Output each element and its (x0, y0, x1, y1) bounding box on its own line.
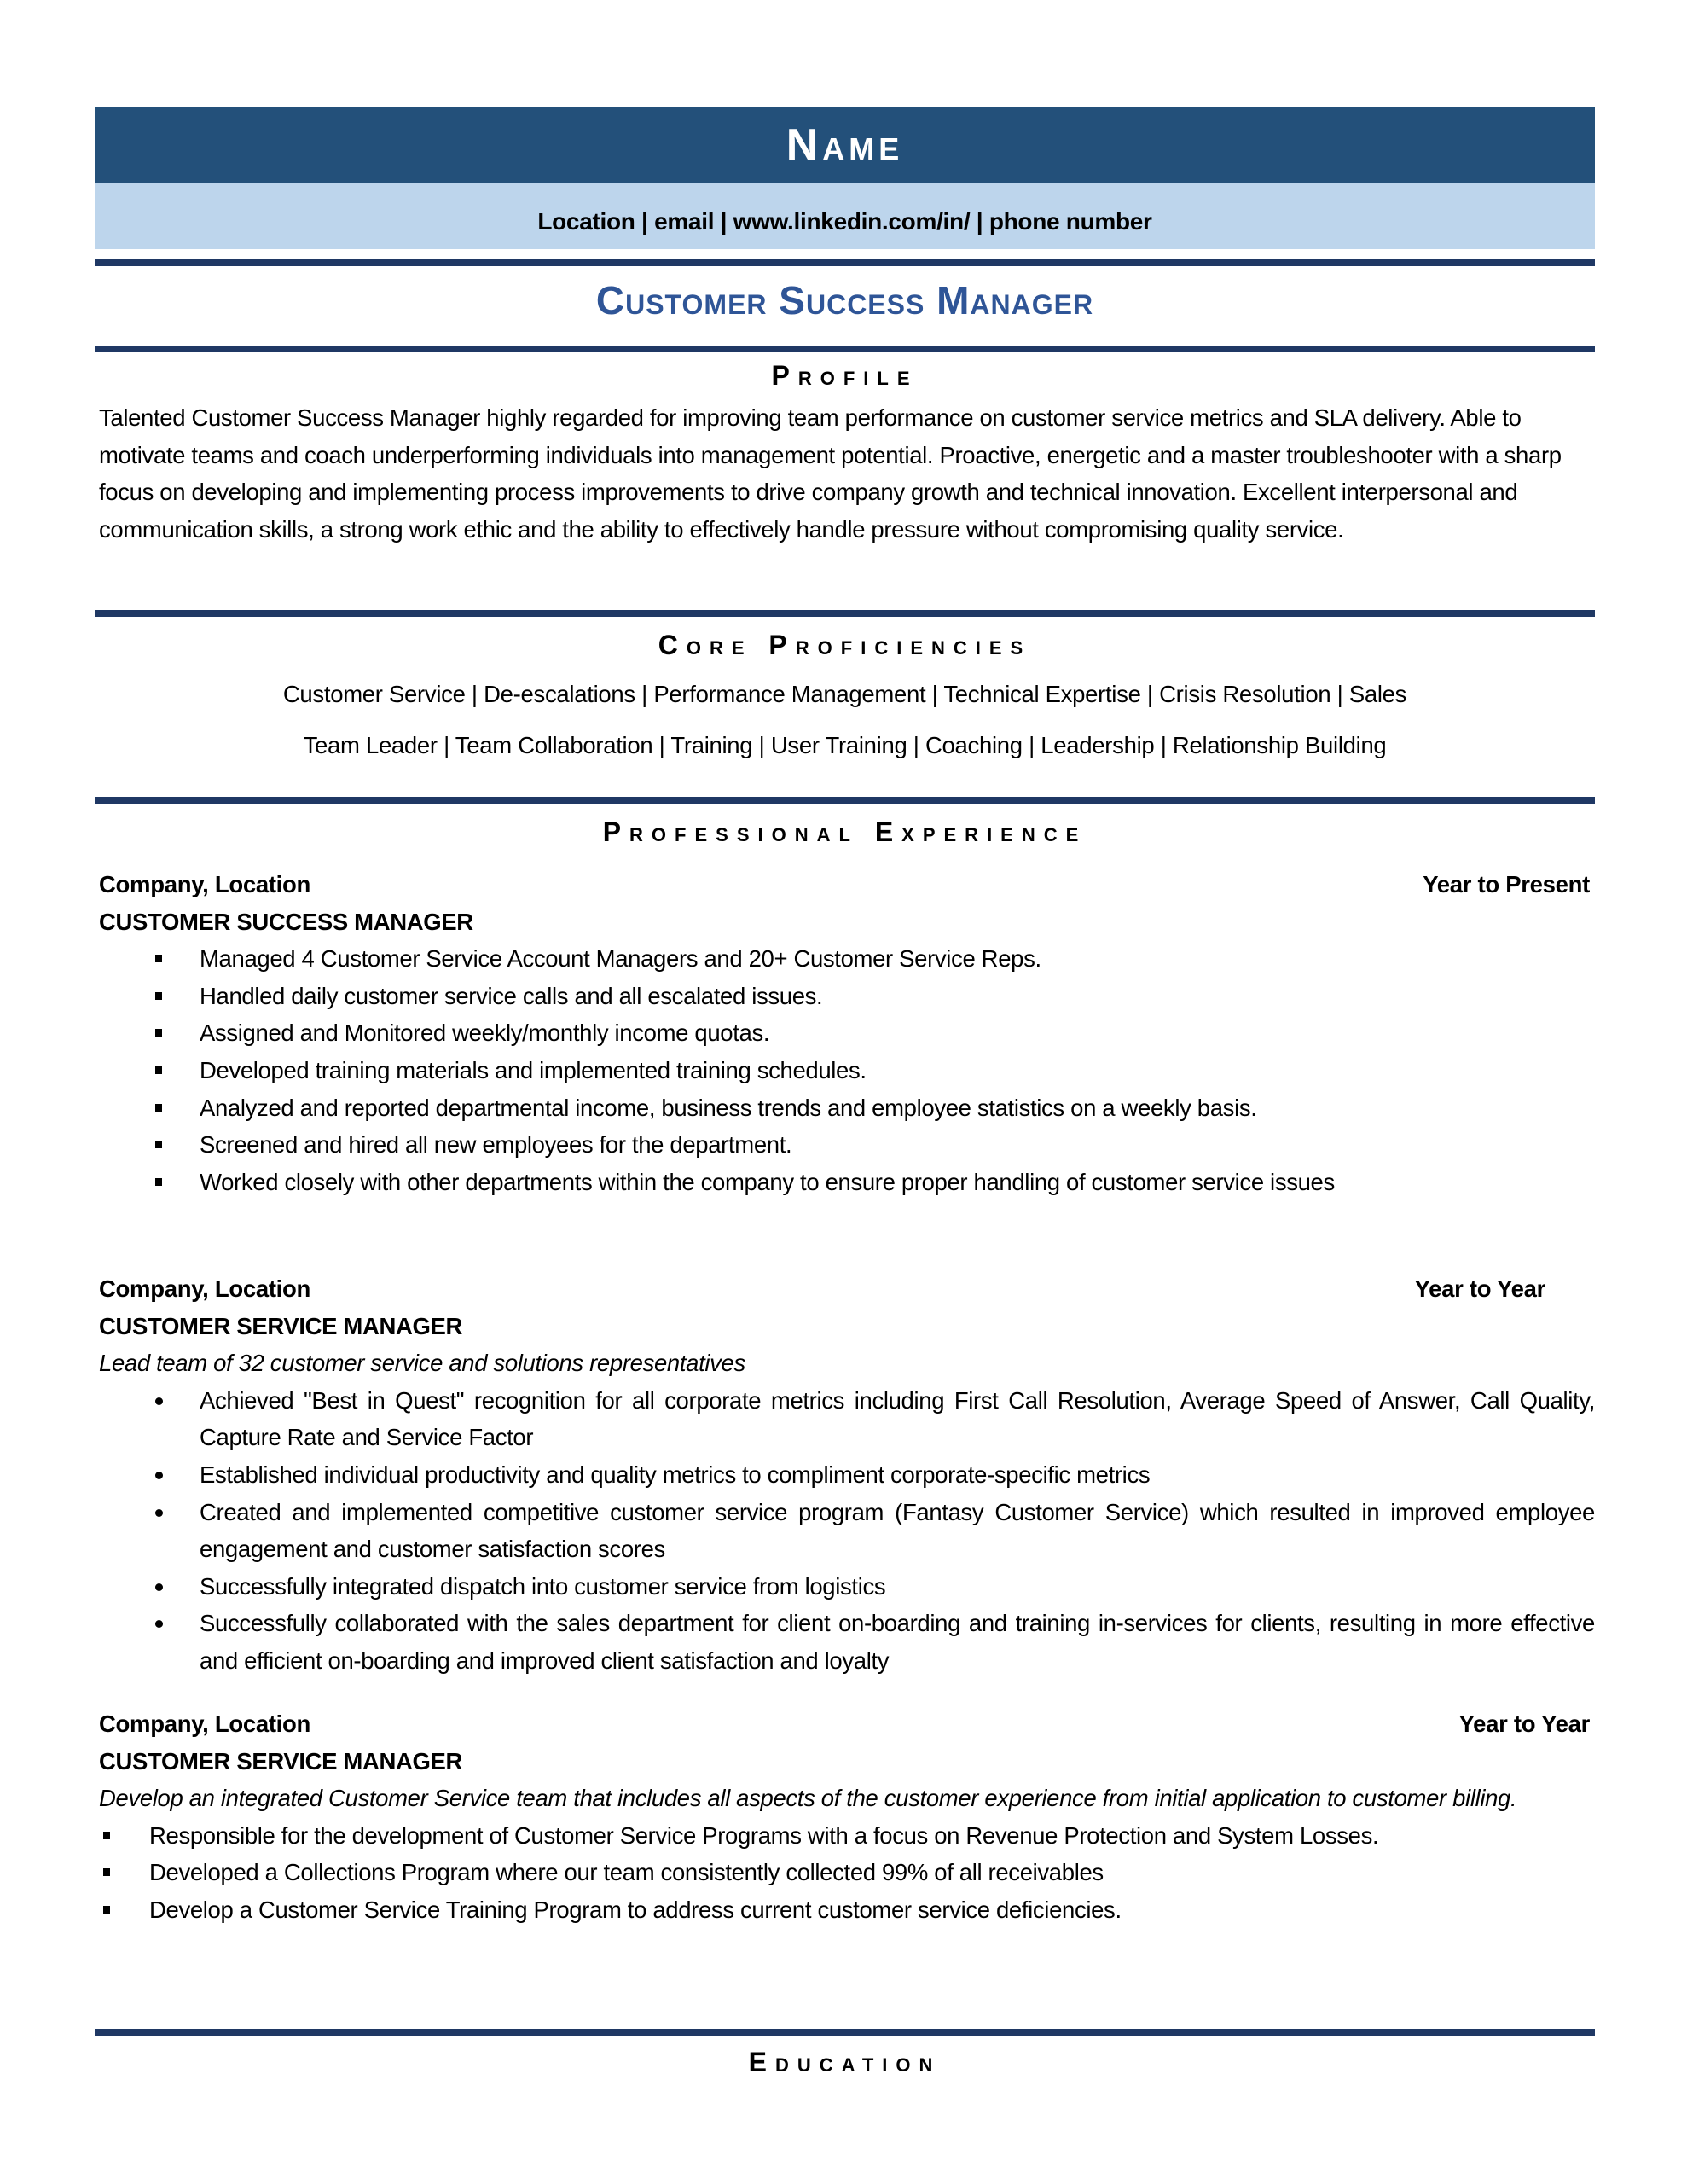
experience-heading: Professional Experience (602, 816, 1087, 847)
dates: Year to Present (1423, 871, 1590, 897)
list-item: Develop a Customer Service Training Program to address current customer service deficiencies. (99, 1891, 1595, 1929)
bullet-list (99, 1817, 1595, 1929)
job-summary: Lead team of 32 customer service and solutions representatives (99, 1350, 745, 1377)
list-item: Analyzed and reported departmental income, business trends and employee statistics on a weekly basis. (99, 1089, 1595, 1127)
divider (95, 259, 1595, 266)
divider (95, 346, 1595, 352)
bullet-list (99, 1382, 1595, 1680)
list-item: Successfully integrated dispatch into customer service from logistics (99, 1568, 1595, 1606)
list-item: Developed training materials and implemented training schedules. (99, 1052, 1595, 1089)
name-header: Name (95, 107, 1595, 183)
job-title: CUSTOMER SUCCESS MANAGER (99, 908, 473, 935)
list-item: Created and implemented competitive customer service program (Fantasy Customer Service) which resulted in improved employee engagement and customer satisfaction scores (99, 1494, 1595, 1568)
dates: Year to Year (1458, 1711, 1590, 1737)
proficiency-line: Team Leader | Team Collaboration | Training | User Training | Coaching | Leadership | Relationship Building (303, 732, 1387, 758)
divider (95, 2029, 1595, 2036)
list-item: Assigned and Monitored weekly/monthly income quotas. (99, 1014, 1595, 1052)
job-title: CUSTOMER SERVICE MANAGER (99, 1747, 463, 1774)
divider (95, 797, 1595, 804)
job-summary: Develop an integrated Customer Service team that includes all aspects of the customer experience from initial application to customer billing. (99, 1785, 1517, 1812)
job-title-heading: Customer Success Manager (595, 278, 1094, 322)
list-item: Developed a Collections Program where our team consistently collected 99% of all receivables (99, 1854, 1595, 1891)
list-item: Managed 4 Customer Service Account Managers and 20+ Customer Service Reps. (99, 940, 1595, 978)
contact-line: Location | email | www.linkedin.com/in/ | phone number (95, 183, 1595, 249)
list-item: Handled daily customer service calls and all escalated issues. (99, 978, 1595, 1015)
job-entry (99, 1705, 1595, 1929)
divider (95, 610, 1595, 617)
company: Company, Location (99, 1275, 311, 1302)
list-item: Established individual productivity and quality metrics to compliment corporate-specific metrics (99, 1456, 1595, 1494)
list-item: Worked closely with other departments within the company to ensure proper handling of customer service issues (99, 1164, 1595, 1201)
core-proficiencies-heading: Core Proficiencies (658, 630, 1032, 660)
job-entry (99, 866, 1595, 1200)
list-item: Screened and hired all new employees for the department. (99, 1126, 1595, 1164)
company: Company, Location (99, 871, 311, 897)
job-entry (99, 1270, 1595, 1680)
list-item: Successfully collaborated with the sales department for client on-boarding and training in-services for clients, resulting in more effective and efficient on-boarding and improved client satisfaction and loyalty (99, 1605, 1595, 1679)
list-item: Responsible for the development of Customer Service Programs with a focus on Revenue Protection and System Losses. (99, 1817, 1595, 1855)
job-title: CUSTOMER SERVICE MANAGER (99, 1312, 463, 1339)
profile-text: Talented Customer Success Manager highly regarded for improving team performance on customer service metrics and SLA delivery. Able to motivate teams and coach underperforming individuals into management potential. Proactive, energetic and a master troubleshooter with a sharp focus on developing and implementing process improvements to drive company growth and technical innovation. Excellent interpersonal and communication skills, a strong work ethic and the ability to effectively handle pressure without compromising quality service. (99, 404, 1562, 543)
proficiency-line: Customer Service | De-escalations | Performance Management | Technical Expertise | Crisis Resolution | Sales (282, 681, 1407, 707)
education-heading: Education (748, 2047, 942, 2077)
bullet-list (99, 940, 1595, 1200)
dates: Year to Year (1414, 1275, 1545, 1302)
profile-heading: Profile (771, 360, 919, 391)
company: Company, Location (99, 1711, 311, 1737)
list-item: Achieved "Best in Quest" recognition for all corporate metrics including First Call Resolution, Average Speed of Answer, Call Quality, Capture Rate and Service Factor (99, 1382, 1595, 1456)
